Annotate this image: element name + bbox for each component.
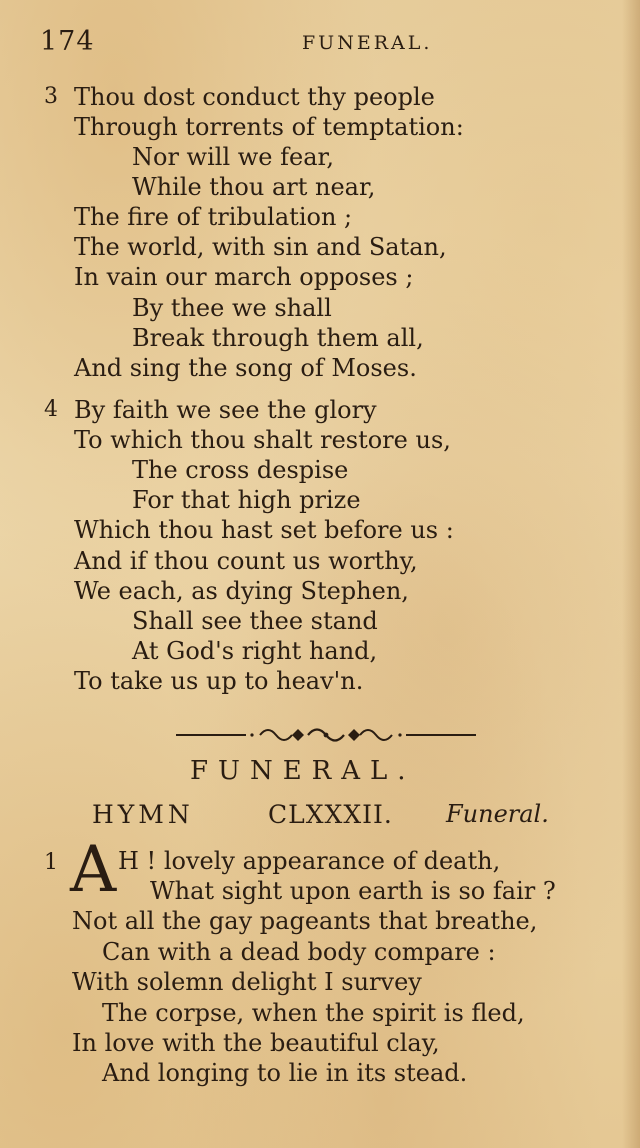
verse-line: What sight upon earth is so fair ? bbox=[150, 877, 556, 905]
verse-line: Not all the gay pageants that breathe, bbox=[72, 907, 538, 935]
verse-line: H ! lovely appearance of death, bbox=[118, 847, 501, 875]
verse-line: Thou dost conduct thy people bbox=[74, 83, 435, 111]
section-title: FUNERAL. bbox=[190, 756, 416, 786]
verse-line: For that high prize bbox=[132, 486, 361, 514]
verse-line: While thou art near, bbox=[132, 173, 376, 201]
verse-line: With solemn delight I survey bbox=[72, 968, 422, 996]
verse-line: The world, with sin and Satan, bbox=[74, 233, 447, 261]
hymn-label: HYMN bbox=[92, 800, 194, 829]
verse-line: To take us up to heav'n. bbox=[74, 667, 364, 695]
verse-line: Break through them all, bbox=[132, 324, 424, 352]
verse-line: And if thou count us worthy, bbox=[74, 547, 418, 575]
verse-line: In love with the beautiful clay, bbox=[72, 1029, 440, 1057]
verse-line: The fire of tribulation ; bbox=[74, 203, 353, 231]
verse-line: Can with a dead body compare : bbox=[102, 938, 496, 966]
drop-cap: A bbox=[70, 833, 117, 907]
verse-line: We each, as dying Stephen, bbox=[74, 577, 409, 605]
stanza-number: 3 bbox=[44, 84, 58, 109]
verse-line: The cross despise bbox=[132, 456, 349, 484]
ornamental-divider bbox=[176, 722, 476, 748]
verse-line: Shall see thee stand bbox=[132, 607, 378, 635]
hymn-category: Funeral. bbox=[446, 800, 549, 828]
hymn-number: CLXXXII. bbox=[268, 800, 393, 829]
verse-line: By faith we see the glory bbox=[74, 396, 377, 424]
stanza-number: 4 bbox=[44, 397, 58, 422]
verse-line: Nor will we fear, bbox=[132, 143, 334, 171]
stanza-number: 1 bbox=[44, 850, 58, 875]
verse-line: And sing the song of Moses. bbox=[74, 354, 417, 382]
page-number: 174 bbox=[40, 26, 95, 57]
verse-line: To which thou shalt restore us, bbox=[74, 426, 451, 454]
running-head: FUNERAL. bbox=[302, 32, 433, 54]
verse-line: In vain our march opposes ; bbox=[74, 263, 414, 291]
verse-line: By thee we shall bbox=[132, 294, 332, 322]
verse-line: The corpse, when the spirit is fled, bbox=[102, 999, 525, 1027]
verse-line: At God's right hand, bbox=[132, 637, 378, 665]
verse-line: And longing to lie in its stead. bbox=[102, 1059, 468, 1087]
verse-line: Through torrents of temptation: bbox=[74, 113, 464, 141]
verse-line: Which thou hast set before us : bbox=[74, 516, 454, 544]
page-header bbox=[40, 26, 600, 62]
